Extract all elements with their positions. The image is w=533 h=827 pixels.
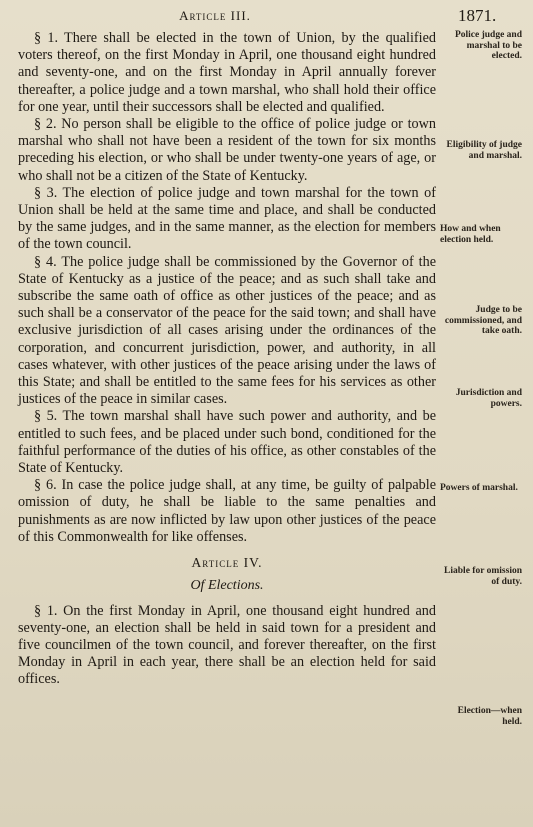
section-1: § 1. There shall be elected in the town of Union, by the qualified voters thereof, on the first Monday in April, one thousand eight hundred and seventy-one, and on the first Monday in April annually forever thereafter, a police judge and a town marshal, who shall hold their office for one year, until their successors shall be elected and qualified. bbox=[18, 30, 436, 115]
section-5: § 5. The town marshal shall have such power and authority, and be entitled to such fees, and be placed under such bond, conditioned for the faithful performance of the duties of his office, as other constables of the State of Kentucky. bbox=[18, 408, 436, 477]
running-head bbox=[0, 6, 533, 26]
article-4-subheading: Of Elections. bbox=[190, 578, 264, 594]
article-heading: Article III. bbox=[179, 8, 251, 23]
margin-note-police-judge: Police judge and marshal to be elected. bbox=[454, 30, 522, 61]
section-2: § 2. No person shall be eligible to the office of police judge or town marshal who shall not have been a resident of the town for six months preceding his election, or who shall be under twenty-one years of age, or who shall not be a citizen of the State of Kentucky. bbox=[18, 116, 436, 184]
margin-note-eligibility: Eligibility of judge and marshal. bbox=[446, 140, 522, 161]
article-4-section-1: § 1. On the first Monday in April, one thousand eight hundred and seventy-one, an election shall be held in said town for a president and five councilmen of the town council, and forever thereafter, on the first Monday in April in each year, there shall be an election held for said offices. bbox=[18, 602, 436, 688]
section-4: § 4. The police judge shall be commissioned by the Governor of the State of Kentucky as a justice of the peace; and as such shall take and subscribe the same oath of office as other justices of the peace; and as such shall be a conservator of the peace for the said town; and shall have exclusive jurisdiction of all cases arising under the ordinances of the corporation, and concurrent jurisdiction, power, and authority, in all cases whatever, with other justices of the peace arising under the laws of this State; and shall be entitled to the same fees for his services as other justices of the peace in similar cases. bbox=[18, 253, 436, 408]
page-year: 1871. bbox=[458, 6, 497, 25]
margin-note-commissioned: Judge to be commissioned, and take oath. bbox=[444, 305, 522, 336]
section-6: § 6. In case the police judge shall, at any time, be guilty of palpable omission of duty, he shall be liable to the same penalties and punishments as are now inflicted by law upon other justices of the peace of this Commonwealth for like offenses. bbox=[18, 477, 436, 545]
margin-note-election-when: Election—when held. bbox=[457, 706, 522, 727]
article-4-heading: Article IV. bbox=[191, 555, 263, 571]
margin-note-election-held: How and when election held. bbox=[440, 224, 501, 245]
margin-note-omission: Liable for omission of duty. bbox=[444, 566, 522, 587]
margin-note-jurisdiction: Jurisdiction and powers. bbox=[455, 388, 522, 409]
statute-text bbox=[18, 30, 436, 689]
margin-note-marshal-powers: Powers of marshal. bbox=[440, 483, 518, 493]
section-3: § 3. The election of police judge and town marshal for the town of Union shall be held at the same time and place, and shall be conducted by the same judges, and in the same manner, as the election for members of the town council. bbox=[18, 184, 436, 253]
